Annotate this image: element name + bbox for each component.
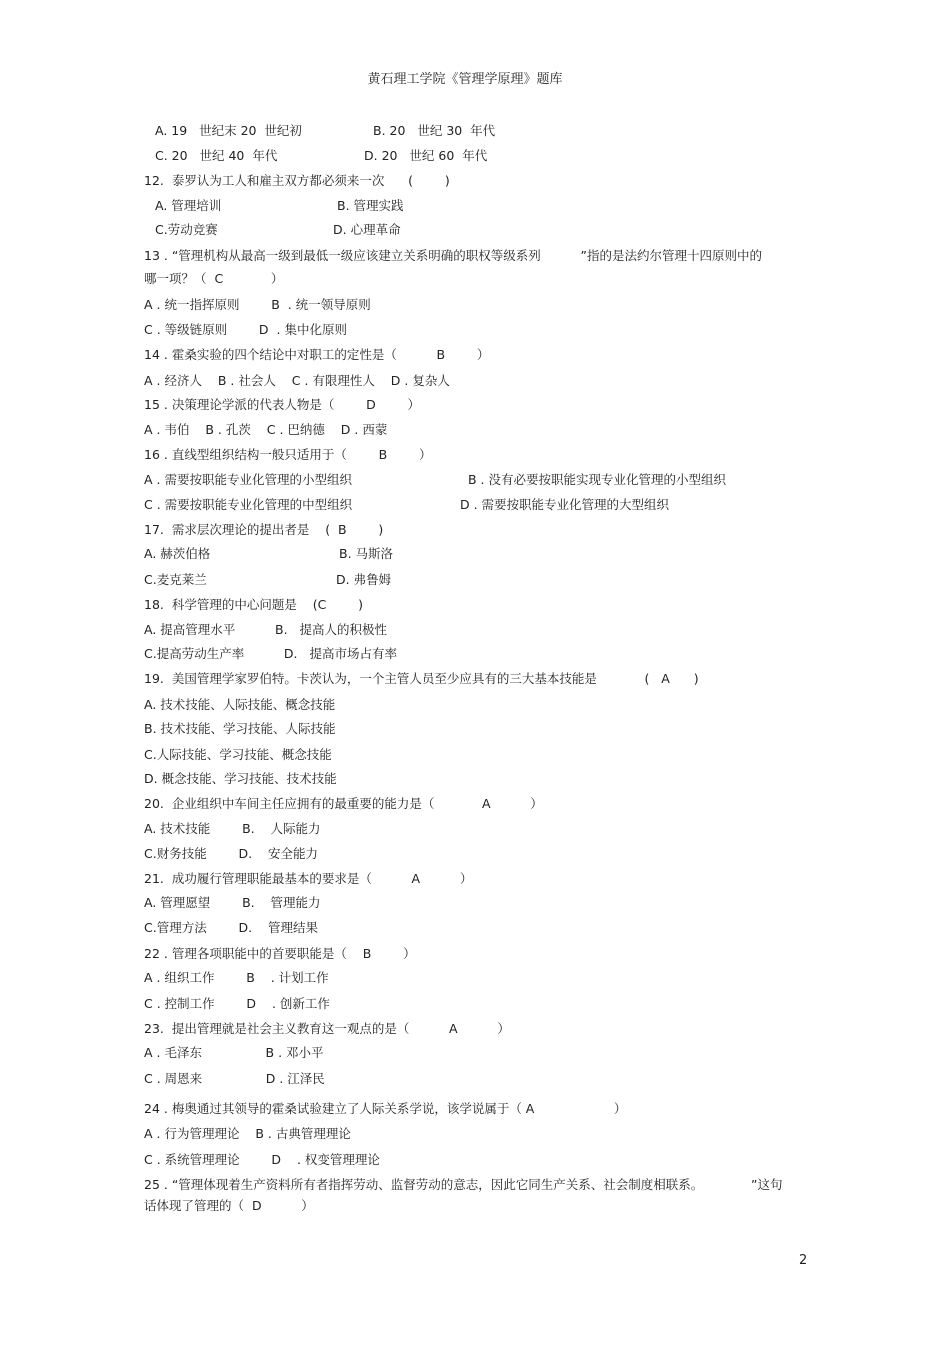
q11-opt-c-part-1: D. 20 世纪 60 年代 [364, 148, 488, 163]
q15: 15 . 决策理论学派的代表人物是（ D ） [144, 397, 421, 412]
q25: 25 . “管理体现着生产资料所有者指挥劳动、监督劳动的意志，因此它同生产关系、社会制度相联系。 ”这句 [144, 1177, 783, 1192]
q18-opt-a: A. 提高管理水平 B. 提高人的积极性 [144, 622, 387, 637]
q19-opt-d: D. 概念技能、学习技能、技术技能 [144, 771, 337, 786]
q22-opt-a: A . 组织工作 B . 计划工作 [144, 970, 329, 985]
q23: 23. 提出管理就是社会主义教育这一观点的是（ A ） [144, 1021, 510, 1036]
q18: 18. 科学管理的中心问题是 (C ) [144, 597, 363, 612]
q12: 12. 泰罗认为工人和雇主双方都必须来一次 ( ) [144, 173, 450, 188]
q12-opt-c-part-1: D. 心理革命 [333, 222, 401, 237]
q12-opt-c-part-0: C.劳动竞赛 [155, 222, 218, 237]
q17-opt-a-part-1: B. 马斯洛 [339, 546, 394, 561]
q14-opts: A . 经济人 B . 社会人 C . 有限理性人 D . 复杂人 [144, 373, 450, 388]
q25-cont: 话体现了管理的（ D ） [144, 1198, 314, 1213]
q16-opt-a-part-1: B . 没有必要按职能实现专业化管理的小型组织 [468, 472, 726, 487]
q18-opt-c: C.提高劳动生产率 D. 提高市场占有率 [144, 646, 397, 661]
q17-opt-c-part-0: C.麦克莱兰 [144, 572, 207, 587]
q12-opt-a-part-1: B. 管理实践 [337, 198, 404, 213]
q17-opt-c-part-1: D. 弗鲁姆 [336, 572, 392, 587]
q24: 24 . 梅奥通过其领导的霍桑试验建立了人际关系学说，该学说属于（ A ） [144, 1101, 627, 1116]
q17: 17. 需求层次理论的提出者是 ( B ) [144, 522, 384, 537]
q14: 14 . 霍桑实验的四个结论中对职工的定性是（ B ） [144, 347, 490, 362]
q15-opts: A . 韦伯 B . 孔茨 C . 巴纳德 D . 西蒙 [144, 422, 388, 437]
q16: 16 . 直线型组织结构一般只适用于（ B ） [144, 447, 432, 462]
q20: 20. 企业组织中车间主任应拥有的最重要的能力是（ A ） [144, 796, 543, 811]
q20-opt-a: A. 技术技能 B. 人际能力 [144, 821, 321, 836]
page-header: 黄石理工学院《管理学原理》题库 [367, 72, 563, 87]
q23-opt-a: A . 毛泽东 B . 邓小平 [144, 1045, 324, 1060]
q11-opt-a-part-0: A. 19 世纪末 20 世纪初 [155, 123, 302, 138]
q22: 22 . 管理各项职能中的首要职能是（ B ） [144, 946, 416, 961]
q12-opt-a-part-0: A. 管理培训 [155, 198, 222, 213]
q21: 21. 成功履行管理职能最基本的要求是（ A ） [144, 871, 473, 886]
q20-opt-c: C.财务技能 D. 安全能力 [144, 846, 318, 861]
q21-opt-c: C.管理方法 D. 管理结果 [144, 920, 318, 935]
q19-opt-a: A. 技术技能、人际技能、概念技能 [144, 697, 336, 712]
q22-opt-c: C . 控制工作 D . 创新工作 [144, 996, 330, 1011]
q11-opt-c-part-0: C. 20 世纪 40 年代 [155, 148, 278, 163]
q13-cont: 哪一项？（ C ） [144, 271, 284, 286]
q16-opt-a-part-0: A . 需要按职能专业化管理的小型组织 [144, 472, 352, 487]
q16-opt-c-part-1: D . 需要按职能专业化管理的大型组织 [460, 497, 670, 512]
q11-opt-a-part-1: B. 20 世纪 30 年代 [373, 123, 496, 138]
q13-opt-c: C . 等级链原则 D . 集中化原则 [144, 322, 347, 337]
q23-opt-c: C . 周恩来 D . 江泽民 [144, 1071, 325, 1086]
q13-opt-a: A . 统一指挥原则 B . 统一领导原则 [144, 297, 371, 312]
q13: 13 . “管理机构从最高一级到最低一级应该建立关系明确的职权等级系列 ”指的是法约尔管理十四原则中的 [144, 248, 763, 263]
q19-opt-c: C.人际技能、学习技能、概念技能 [144, 747, 332, 762]
q19-opt-b: B. 技术技能、学习技能、人际技能 [144, 721, 336, 736]
q16-opt-c-part-0: C . 需要按职能专业化管理的中型组织 [144, 497, 353, 512]
page-number: 2 [799, 1253, 808, 1268]
q24-opt-c: C . 系统管理理论 D . 权变管理理论 [144, 1152, 380, 1167]
q17-opt-a-part-0: A. 赫茨伯格 [144, 546, 211, 561]
q21-opt-a: A. 管理愿望 B. 管理能力 [144, 895, 321, 910]
q24-opt-a: A . 行为管理理论 B . 古典管理理论 [144, 1126, 351, 1141]
q19: 19. 美国管理学家罗伯特。卡茨认为，一个主管人员至少应具有的三大基本技能是 ( A ) [144, 671, 699, 686]
